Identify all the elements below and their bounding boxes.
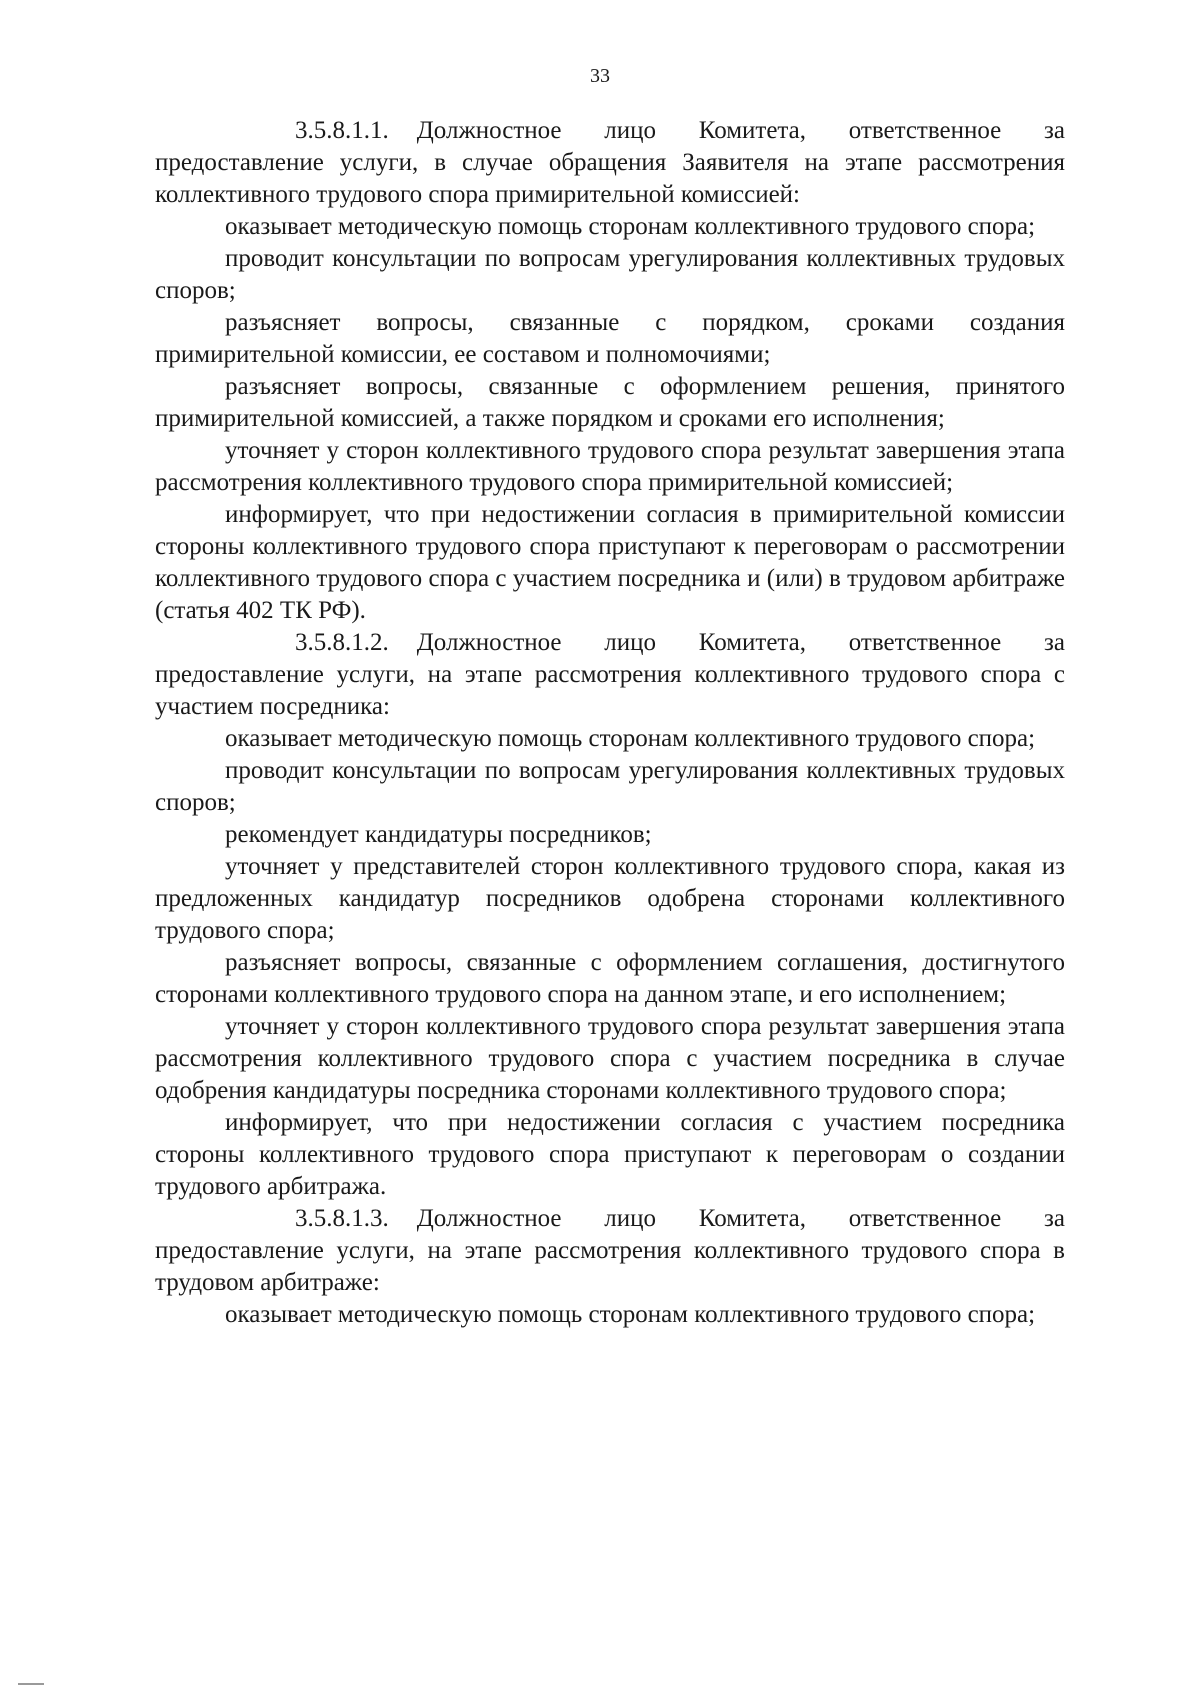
paragraph: уточняет у сторон коллективного трудового спора результат завершения этапа рассмотрения коллективного трудового спора примирительной комиссией;: [155, 437, 1065, 496]
paragraph: рекомендует кандидатуры посредников;: [225, 821, 652, 848]
paragraph: проводит консультации по вопросам урегулирования коллективных трудовых споров;: [155, 757, 1065, 816]
paragraph-text: Должностное лицо Комитета, ответственное за предоставление услуги, в случае обращения Заявителя на этапе рассмотрения коллективного трудового спора примирительной комиссией:: [155, 117, 1065, 208]
paragraph: уточняет у сторон коллективного трудового спора результат завершения этапа рассмотрения коллективного трудового спора с участием посредника в случае одобрения кандидатуры посредника сторонами коллективного трудового спора;: [155, 1013, 1065, 1104]
paragraph: разъясняет вопросы, связанные с порядком, сроками создания примирительной комиссии, ее составом и полномочиями;: [155, 309, 1065, 368]
clause-number: 3.5.8.1.2.: [295, 629, 389, 656]
clause-paragraph: [155, 627, 1065, 723]
paragraph: разъясняет вопросы, связанные с оформлением решения, принятого примирительной комиссией, а также порядком и сроками его исполнения;: [155, 373, 1065, 432]
document-body: [155, 115, 1065, 1331]
paragraph: уточняет у представителей сторон коллективного трудового спора, какая из предложенных кандидатур посредников одобрена сторонами коллективного трудового спора;: [155, 853, 1065, 944]
paragraph: оказывает методическую помощь сторонам коллективного трудового спора;: [225, 725, 1036, 752]
paragraph: оказывает методическую помощь сторонам коллективного трудового спора;: [225, 213, 1036, 240]
paragraph: информирует, что при недостижении согласия с участием посредника стороны коллективного трудового спора приступают к переговорам о создании трудового арбитража.: [155, 1109, 1065, 1200]
paragraph: разъясняет вопросы, связанные с оформлением соглашения, достигнутого сторонами коллективного трудового спора на данном этапе, и его исполнением;: [155, 949, 1065, 1008]
clause-paragraph: [155, 1203, 1065, 1299]
paragraph: информирует, что при недостижении согласия в примирительной комиссии стороны коллективного трудового спора приступают к переговорам о рассмотрении коллективного трудового спора с участием посредника и (или) в трудовом арбитраже (статья 402 ТК РФ).: [155, 501, 1065, 624]
scan-mark: [18, 1683, 44, 1685]
page-number: 33: [590, 65, 610, 87]
clause-number: 3.5.8.1.1.: [295, 117, 389, 144]
paragraph-text: Должностное лицо Комитета, ответственное за предоставление услуги, на этапе рассмотрения коллективного трудового спора в трудовом арбитраже:: [155, 1205, 1065, 1296]
paragraph: проводит консультации по вопросам урегулирования коллективных трудовых споров;: [155, 245, 1065, 304]
clause-paragraph: [155, 115, 1065, 211]
paragraph: оказывает методическую помощь сторонам коллективного трудового спора;: [225, 1301, 1036, 1328]
clause-number: 3.5.8.1.3.: [295, 1205, 389, 1232]
paragraph-text: Должностное лицо Комитета, ответственное за предоставление услуги, на этапе рассмотрения коллективного трудового спора с участием посредника:: [155, 629, 1065, 720]
